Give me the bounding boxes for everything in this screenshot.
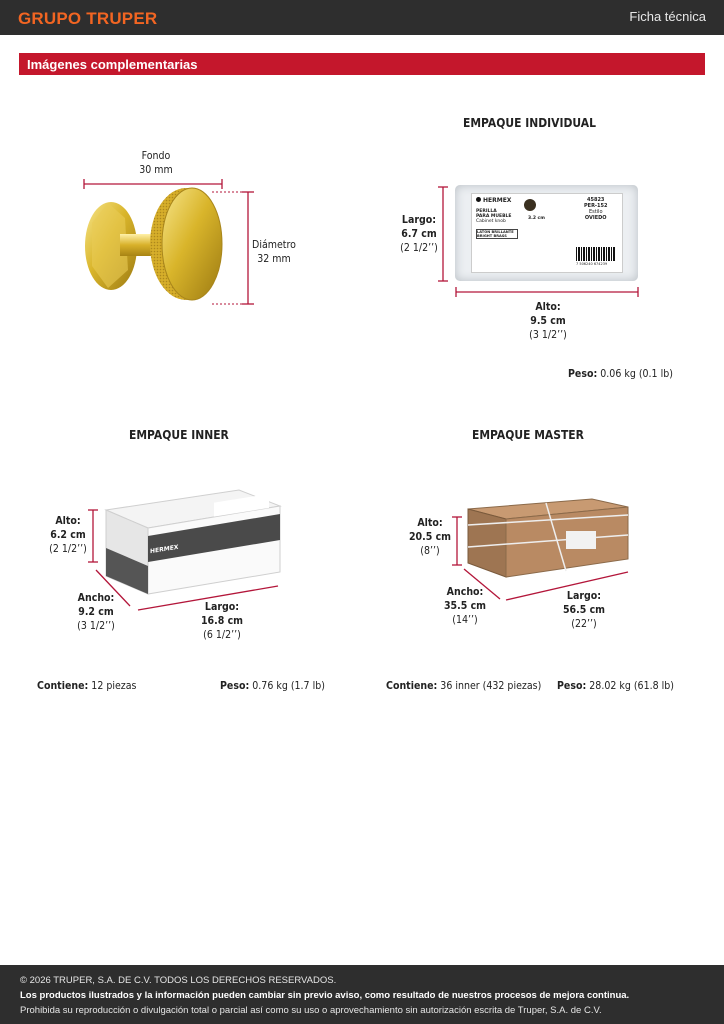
individual-title: EMPAQUE INDIVIDUAL <box>463 115 596 130</box>
package-label <box>471 193 623 273</box>
inner-ancho-label: Ancho: 9.2 cm (3 1/2’’) <box>77 591 115 632</box>
barcode <box>576 247 616 261</box>
hermex-icon <box>476 197 481 202</box>
inner-alto-label: Alto: 6.2 cm (2 1/2’’) <box>49 514 87 555</box>
inner-contiene: Contiene: 12 piezas <box>37 679 137 692</box>
individual-alto-label: Alto: 9.5 cm (3 1/2’’) <box>529 300 567 341</box>
individual-alto-line <box>454 285 642 299</box>
document-title: Ficha técnica <box>629 9 706 24</box>
individual-largo-label: Largo: 6.7 cm (2 1/2’’) <box>400 213 438 254</box>
section-title: Imágenes complementarias <box>27 57 198 72</box>
footer-notice: Los productos ilustrados y la información pueden cambiar sin previo aviso, como resultado de nuestros procesos de mejora continua. <box>20 990 630 1001</box>
individual-package-image <box>455 185 638 281</box>
package-name: PERILLA PARA MUEBLE Cabinet knob <box>476 209 512 224</box>
master-alto-label: Alto: 20.5 cm (8’’) <box>408 516 452 557</box>
package-brand: HERMEX <box>476 197 511 204</box>
master-ancho-label: Ancho: 35.5 cm (14’’) <box>443 585 487 626</box>
barcode-number: 7 506240 674239 <box>576 262 608 266</box>
master-contiene: Contiene: 36 inner (432 piezas) <box>386 679 542 692</box>
diameter-label: Diámetro 32 mm <box>252 238 296 265</box>
master-largo-label: Largo: 56.5 cm (22’’) <box>562 589 606 630</box>
master-title: EMPAQUE MASTER <box>472 427 584 442</box>
package-size: 3.2 cm <box>528 216 545 221</box>
inner-peso: Peso: 0.76 kg (1.7 lb) <box>220 679 325 692</box>
inner-box-brand: HERMEX <box>150 543 179 556</box>
depth-label: Fondo 30 mm <box>139 149 173 176</box>
master-peso: Peso: 28.02 kg (61.8 lb) <box>557 679 674 692</box>
footer-legal: Prohibida su reproducción o divulgación total o parcial así como su uso o aprovechamiento sin autorización escrita de Truper, S.A. de C.V. <box>20 1005 602 1016</box>
inner-largo-label: Largo: 16.8 cm (6 1/2’’) <box>200 600 244 641</box>
inner-title: EMPAQUE INNER <box>129 427 229 442</box>
package-finish: LATÓN BRILLANTE BRIGHT BRASS <box>476 229 518 239</box>
footer-copyright: © 2026 TRUPER, S.A. DE C.V. TODOS LOS DERECHOS RESERVADOS. <box>20 975 337 986</box>
product-thumbnail-icon <box>524 199 536 211</box>
individual-peso: Peso: 0.06 kg (0.1 lb) <box>568 367 673 380</box>
package-code: 45823 PER-152 Estilo OVIEDO <box>584 197 608 221</box>
brand-logo: GRUPO TRUPER <box>18 9 158 28</box>
